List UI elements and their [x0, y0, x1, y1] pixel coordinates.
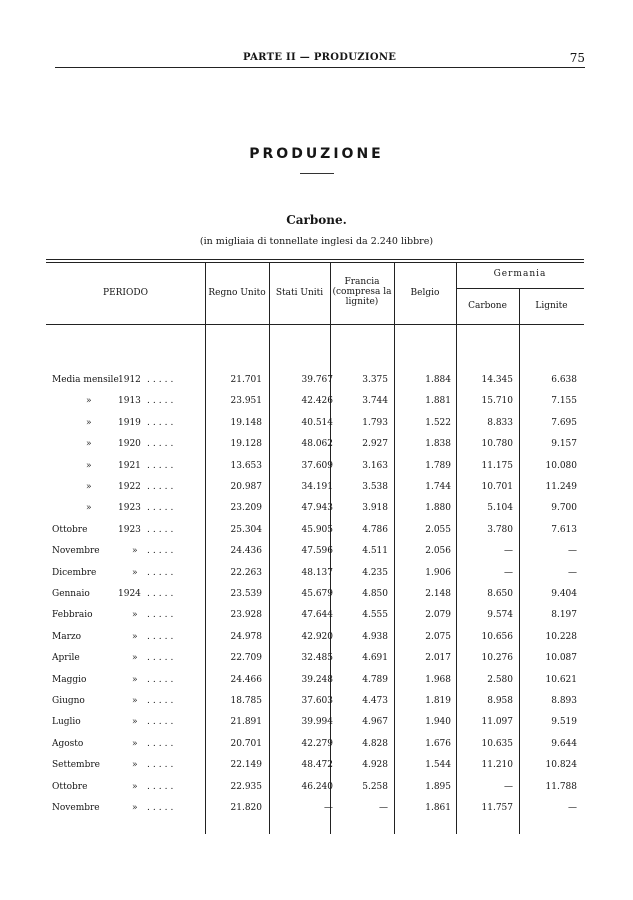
col-header-francia-line: Francia	[344, 277, 380, 287]
row-year: »	[132, 631, 138, 642]
table-row	[52, 739, 582, 759]
cell-germania-lignite: 7.695	[551, 417, 577, 428]
page-title: PRODUZIONE	[249, 146, 384, 162]
row-year: »	[132, 760, 138, 771]
cell-belgio: 1.906	[425, 567, 451, 578]
cell-stati-uniti: 37.609	[301, 460, 333, 471]
cell-regno-unito: 21.820	[230, 803, 262, 813]
cell-germania-lignite: —	[568, 546, 577, 557]
cell-stati-uniti: 45.905	[301, 524, 333, 535]
row-label: Febbraio	[52, 610, 93, 621]
row-leader-dots: .....	[147, 653, 177, 664]
cell-germania-carbone: 10.276	[481, 653, 513, 664]
row-year: »	[132, 717, 138, 728]
row-label: Dicembre	[52, 567, 97, 578]
cell-stati-uniti: 48.062	[301, 439, 333, 450]
cell-germania-lignite: 7.613	[551, 524, 577, 535]
cell-germania-lignite: 9.700	[551, 503, 577, 514]
row-label: Maggio	[52, 674, 87, 685]
table-top-rule	[46, 259, 584, 260]
col-header-francia	[330, 277, 394, 307]
cell-belgio: 1.895	[425, 781, 451, 792]
row-label: Marzo	[52, 631, 82, 642]
cell-belgio: 2.075	[425, 631, 451, 642]
row-year: 1920	[118, 439, 141, 450]
row-leader-dots: .....	[147, 760, 177, 771]
cell-belgio: 1.819	[425, 696, 451, 706]
cell-germania-lignite: 9.644	[551, 738, 577, 749]
cell-regno-unito: 24.978	[230, 631, 262, 642]
col-header-germania: Germania	[493, 269, 547, 279]
cell-germania-lignite: 10.080	[545, 460, 577, 471]
cell-francia: 4.850	[362, 589, 388, 599]
cell-germania-carbone: —	[504, 781, 513, 792]
row-label: »	[86, 460, 92, 471]
cell-belgio: 2.055	[425, 524, 451, 535]
row-year: »	[132, 674, 138, 685]
row-year: »	[132, 738, 138, 749]
row-leader-dots: .....	[147, 503, 177, 514]
col-header-belgio: Belgio	[410, 288, 440, 298]
germania-rule	[456, 288, 584, 289]
row-leader-dots: .....	[147, 738, 177, 749]
cell-stati-uniti: 39.248	[301, 674, 333, 685]
cell-stati-uniti: 34.191	[301, 482, 333, 492]
cell-germania-lignite: 8.197	[551, 610, 577, 621]
cell-stati-uniti: 42.279	[301, 738, 333, 749]
row-year: »	[132, 781, 138, 792]
cell-francia: 4.928	[362, 760, 388, 771]
cell-regno-unito: 25.304	[230, 524, 262, 535]
cell-regno-unito: 20.701	[230, 738, 262, 749]
cell-belgio: 1.884	[425, 375, 451, 385]
table-row	[52, 546, 582, 566]
cell-stati-uniti: 40.514	[301, 417, 333, 428]
row-year: 1913	[118, 396, 141, 407]
cell-belgio: 1.940	[425, 717, 451, 728]
row-leader-dots: .....	[147, 717, 177, 728]
cell-francia: 4.235	[362, 567, 388, 578]
row-label: Giugno	[52, 696, 85, 706]
row-leader-dots: .....	[147, 610, 177, 621]
cell-germania-carbone: 11.097	[481, 717, 513, 728]
section-subtitle: (in migliaia di tonnellate inglesi da 2.240 libbre)	[199, 236, 434, 247]
cell-belgio: 2.017	[425, 653, 451, 664]
table-row	[52, 589, 582, 609]
cell-germania-lignite: 11.788	[545, 781, 577, 792]
col-header-francia-line: (compresa la	[332, 287, 392, 297]
row-leader-dots: .....	[147, 567, 177, 578]
cell-germania-carbone: 10.780	[481, 439, 513, 450]
row-leader-dots: .....	[147, 546, 177, 557]
cell-germania-lignite: 6.638	[551, 375, 577, 385]
row-year: »	[132, 653, 138, 664]
cell-germania-lignite: 8.893	[551, 696, 577, 706]
table-row	[52, 568, 582, 588]
table-row	[52, 482, 582, 502]
row-year: 1922	[118, 482, 141, 492]
row-label: Novembre	[52, 803, 100, 813]
col-header-stati-uniti: Stati Uniti	[275, 288, 324, 298]
table-row	[52, 610, 582, 630]
cell-francia: 4.511	[362, 546, 388, 557]
cell-regno-unito: 24.466	[230, 674, 262, 685]
cell-belgio: 2.079	[425, 610, 451, 621]
row-label: »	[86, 503, 92, 514]
cell-germania-carbone: 9.574	[487, 610, 513, 621]
cell-regno-unito: 22.263	[230, 567, 262, 578]
row-label: Agosto	[52, 738, 84, 749]
cell-regno-unito: 19.148	[230, 417, 262, 428]
cell-stati-uniti: 42.920	[301, 631, 333, 642]
row-leader-dots: .....	[147, 396, 177, 407]
cell-stati-uniti: 32.485	[301, 653, 333, 664]
cell-belgio: 1.838	[425, 439, 451, 450]
table-row	[52, 760, 582, 780]
cell-francia: 1.793	[362, 417, 388, 428]
cell-stati-uniti: 47.596	[301, 546, 333, 557]
table-row	[52, 803, 582, 823]
page-number: 75	[569, 51, 585, 65]
table-row	[52, 717, 582, 737]
row-label: »	[86, 396, 92, 407]
cell-germania-carbone: 10.656	[481, 631, 513, 642]
row-label: Aprile	[52, 653, 80, 664]
cell-regno-unito: 21.701	[230, 375, 262, 385]
col-header-francia-line: lignite)	[345, 297, 379, 307]
cell-germania-carbone: —	[504, 567, 513, 578]
table-row	[52, 375, 582, 395]
cell-regno-unito: 22.149	[230, 760, 262, 771]
row-leader-dots: .....	[147, 482, 177, 492]
row-leader-dots: .....	[147, 631, 177, 642]
cell-regno-unito: 22.935	[230, 781, 262, 792]
cell-germania-carbone: 11.757	[481, 803, 513, 813]
cell-regno-unito: 13.653	[230, 460, 262, 471]
row-label: »	[86, 482, 92, 492]
row-year: 1923	[118, 503, 141, 514]
row-label: Ottobre	[52, 781, 88, 792]
cell-regno-unito: 20.987	[230, 482, 262, 492]
table-row	[52, 632, 582, 652]
cell-belgio: 1.880	[425, 503, 451, 514]
col-header-regno-unito: Regno Unito	[208, 288, 266, 298]
cell-stati-uniti: 39.767	[301, 375, 333, 385]
row-leader-dots: .....	[147, 460, 177, 471]
cell-germania-carbone: 10.635	[481, 738, 513, 749]
row-leader-dots: .....	[147, 439, 177, 450]
cell-francia: —	[379, 803, 388, 813]
cell-stati-uniti: 48.472	[301, 760, 333, 771]
row-year: 1912	[118, 375, 141, 385]
row-year: »	[132, 546, 138, 557]
cell-belgio: 1.968	[425, 674, 451, 685]
table-row	[52, 782, 582, 802]
row-year: 1921	[118, 460, 141, 471]
cell-regno-unito: 23.209	[230, 503, 262, 514]
row-label: Gennaio	[52, 589, 90, 599]
cell-francia: 3.744	[362, 396, 388, 407]
cell-germania-lignite: 7.155	[551, 396, 577, 407]
cell-belgio: 2.148	[425, 589, 451, 599]
cell-francia: 4.828	[362, 738, 388, 749]
cell-germania-lignite: 10.228	[545, 631, 577, 642]
row-label: Settembre	[52, 760, 100, 771]
cell-regno-unito: 21.891	[230, 717, 262, 728]
cell-belgio: 1.522	[425, 417, 451, 428]
cell-germania-lignite: 9.519	[551, 717, 577, 728]
row-year: 1919	[118, 417, 141, 428]
cell-stati-uniti: 45.679	[301, 589, 333, 599]
cell-regno-unito: 24.436	[230, 546, 262, 557]
cell-belgio: 1.744	[425, 482, 451, 492]
cell-regno-unito: 18.785	[230, 696, 262, 706]
row-year: »	[132, 610, 138, 621]
running-title: PARTE II — PRODUZIONE	[243, 52, 397, 63]
cell-francia: 2.927	[362, 439, 388, 450]
cell-germania-carbone: 8.833	[487, 417, 513, 428]
header-bottom-rule	[46, 324, 584, 325]
cell-francia: 4.691	[362, 653, 388, 664]
row-label: Media mensile	[52, 375, 119, 385]
row-leader-dots: .....	[147, 375, 177, 385]
table-row	[52, 525, 582, 545]
cell-germania-lignite: 10.087	[545, 653, 577, 664]
cell-germania-carbone: 14.345	[481, 375, 513, 385]
row-year: 1923	[118, 524, 141, 535]
row-label: Ottobre	[52, 524, 88, 535]
cell-germania-carbone: 15.710	[481, 396, 513, 407]
cell-stati-uniti: 47.644	[301, 610, 333, 621]
cell-germania-carbone: 3.780	[487, 524, 513, 535]
cell-germania-carbone: —	[504, 546, 513, 557]
row-year: 1924	[118, 589, 141, 599]
title-rule	[300, 173, 334, 174]
col-header-carbone: Carbone	[468, 301, 507, 311]
cell-germania-carbone: 11.175	[481, 460, 513, 471]
cell-germania-carbone: 11.210	[481, 760, 513, 771]
table-row	[52, 439, 582, 459]
row-leader-dots: .....	[147, 781, 177, 792]
cell-regno-unito: 23.539	[230, 589, 262, 599]
row-year: »	[132, 803, 138, 813]
col-header-periodo: PERIODO	[103, 288, 148, 298]
cell-germania-carbone: 2.580	[487, 674, 513, 685]
cell-regno-unito: 23.951	[230, 396, 262, 407]
cell-stati-uniti: 48.137	[301, 567, 333, 578]
table-row	[52, 696, 582, 716]
table-row	[52, 653, 582, 673]
cell-francia: 4.789	[362, 674, 388, 685]
cell-francia: 4.938	[362, 631, 388, 642]
cell-francia: 3.163	[362, 460, 388, 471]
cell-stati-uniti: —	[324, 803, 333, 813]
cell-francia: 5.258	[362, 781, 388, 792]
table-row	[52, 461, 582, 481]
row-leader-dots: .....	[147, 674, 177, 685]
cell-stati-uniti: 39.994	[301, 717, 333, 728]
row-leader-dots: .....	[147, 417, 177, 428]
cell-germania-carbone: 8.650	[487, 589, 513, 599]
cell-francia: 4.555	[362, 610, 388, 621]
cell-belgio: 1.861	[425, 803, 451, 813]
table-row	[52, 503, 582, 523]
row-label: Luglio	[52, 717, 81, 728]
row-year: »	[132, 696, 138, 706]
col-header-lignite: Lignite	[535, 301, 568, 311]
section-title: Carbone.	[286, 213, 347, 227]
cell-germania-carbone: 5.104	[487, 503, 513, 514]
row-leader-dots: .....	[147, 589, 177, 599]
cell-regno-unito: 19.128	[230, 439, 262, 450]
row-label: »	[86, 417, 92, 428]
cell-stati-uniti: 42.426	[301, 396, 333, 407]
row-leader-dots: .....	[147, 696, 177, 706]
cell-regno-unito: 23.928	[230, 610, 262, 621]
row-year: »	[132, 567, 138, 578]
row-leader-dots: .....	[147, 524, 177, 535]
table-row	[52, 675, 582, 695]
cell-stati-uniti: 47.943	[301, 503, 333, 514]
cell-stati-uniti: 37.603	[301, 696, 333, 706]
cell-francia: 3.918	[362, 503, 388, 514]
cell-belgio: 2.056	[425, 546, 451, 557]
cell-belgio: 1.544	[425, 760, 451, 771]
row-label: Novembre	[52, 546, 100, 557]
cell-francia: 3.375	[362, 375, 388, 385]
cell-germania-lignite: 9.157	[551, 439, 577, 450]
cell-belgio: 1.676	[425, 738, 451, 749]
cell-francia: 4.967	[362, 717, 388, 728]
cell-francia: 3.538	[362, 482, 388, 492]
cell-germania-lignite: 10.824	[545, 760, 577, 771]
cell-regno-unito: 22.709	[230, 653, 262, 664]
header-rule	[55, 67, 585, 68]
cell-germania-lignite: —	[568, 567, 577, 578]
cell-francia: 4.786	[362, 524, 388, 535]
cell-germania-lignite: 10.621	[545, 674, 577, 685]
row-leader-dots: .....	[147, 803, 177, 813]
table-top-rule-2	[46, 262, 584, 263]
cell-belgio: 1.881	[425, 396, 451, 407]
cell-germania-carbone: 8.958	[487, 696, 513, 706]
cell-germania-lignite: —	[568, 803, 577, 813]
cell-germania-lignite: 9.404	[551, 589, 577, 599]
table-row	[52, 396, 582, 416]
cell-francia: 4.473	[362, 696, 388, 706]
running-head	[55, 52, 585, 68]
cell-stati-uniti: 46.240	[301, 781, 333, 792]
cell-germania-lignite: 11.249	[545, 482, 577, 492]
cell-germania-carbone: 10.701	[481, 482, 513, 492]
table-row	[52, 418, 582, 438]
row-label: »	[86, 439, 92, 450]
cell-belgio: 1.789	[425, 460, 451, 471]
